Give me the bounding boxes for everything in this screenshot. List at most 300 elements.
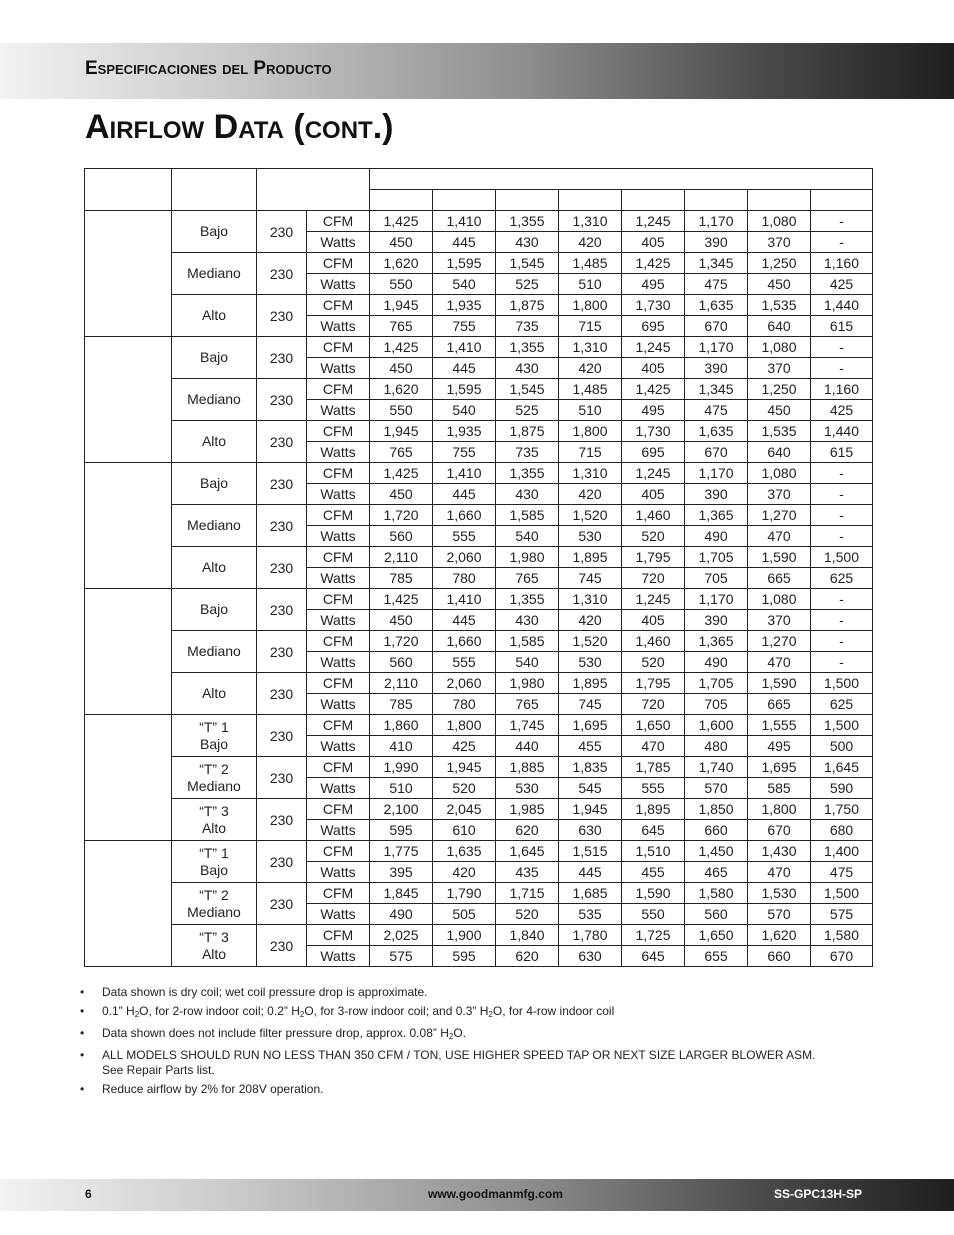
table-row xyxy=(85,673,873,694)
watts-value: 490 xyxy=(685,652,748,673)
watts-value: 590 xyxy=(811,778,873,799)
cfm-value: 1,410 xyxy=(433,211,496,232)
cfm-value: 1,535 xyxy=(748,421,811,442)
table-row xyxy=(85,505,873,526)
cfm-value: 1,705 xyxy=(685,673,748,694)
watts-value: 785 xyxy=(370,694,433,715)
notes-list xyxy=(80,985,880,1101)
watts-value: 705 xyxy=(685,568,748,589)
cfm-value: 1,460 xyxy=(622,505,685,526)
section-title: Especificaciones del Producto xyxy=(85,58,332,79)
watts-value: 595 xyxy=(370,820,433,841)
note-text: O, for 4-row indoor coil xyxy=(492,1004,615,1018)
unit-label: CFM xyxy=(307,757,370,778)
cfm-value: 1,270 xyxy=(748,631,811,652)
watts-value: 630 xyxy=(559,820,622,841)
footer-url: www.goodmanmfg.com xyxy=(428,1187,563,1201)
watts-value: 610 xyxy=(433,820,496,841)
page-title: Airflow Data (cont.) xyxy=(85,108,394,146)
cfm-value: 2,060 xyxy=(433,547,496,568)
watts-value: - xyxy=(811,484,873,505)
watts-value: 370 xyxy=(748,232,811,253)
watts-value: 420 xyxy=(559,610,622,631)
cfm-value: 1,365 xyxy=(685,505,748,526)
volts-cell: 230 xyxy=(257,547,307,589)
watts-value: 450 xyxy=(370,610,433,631)
speed-label: Bajo xyxy=(172,211,257,253)
unit-label: CFM xyxy=(307,337,370,358)
volts-cell: 230 xyxy=(257,841,307,883)
unit-label: Watts xyxy=(307,694,370,715)
cfm-value: 1,695 xyxy=(559,715,622,736)
cfm-value: 1,850 xyxy=(685,799,748,820)
cfm-value: 1,425 xyxy=(622,253,685,274)
cfm-value: 1,485 xyxy=(559,379,622,400)
note-text: Reduce airflow by 2% for 208V operation. xyxy=(102,1082,324,1096)
cfm-value: 1,780 xyxy=(559,925,622,946)
cfm-value: 1,440 xyxy=(811,421,873,442)
header-cell xyxy=(496,190,559,211)
cfm-value: 1,585 xyxy=(496,505,559,526)
speed-label: “T” 3 Alto xyxy=(172,925,257,967)
unit-label: CFM xyxy=(307,421,370,442)
header-cell xyxy=(811,190,873,211)
unit-label: Watts xyxy=(307,400,370,421)
cfm-value: 1,170 xyxy=(685,589,748,610)
volts-cell: 230 xyxy=(257,463,307,505)
airflow-table xyxy=(84,168,873,967)
speed-label: Bajo xyxy=(172,337,257,379)
volts-cell: 230 xyxy=(257,211,307,253)
cfm-value: 1,500 xyxy=(811,673,873,694)
bullet: • xyxy=(80,985,85,999)
watts-value: 585 xyxy=(748,778,811,799)
cfm-value: 1,660 xyxy=(433,505,496,526)
watts-value: 560 xyxy=(685,904,748,925)
speed-label: Mediano xyxy=(172,379,257,421)
header-cell xyxy=(685,190,748,211)
watts-value: 480 xyxy=(685,736,748,757)
cfm-value: 1,620 xyxy=(370,379,433,400)
cfm-value: 1,660 xyxy=(433,631,496,652)
cfm-value: 1,425 xyxy=(370,337,433,358)
cfm-value: 1,720 xyxy=(370,631,433,652)
watts-value: 670 xyxy=(685,442,748,463)
cfm-value: 1,080 xyxy=(748,337,811,358)
cfm-value: 2,045 xyxy=(433,799,496,820)
cfm-value: 1,840 xyxy=(496,925,559,946)
cfm-value: 1,945 xyxy=(370,295,433,316)
unit-label: Watts xyxy=(307,736,370,757)
table-header-row xyxy=(85,169,873,190)
unit-label: CFM xyxy=(307,589,370,610)
cfm-value: 1,425 xyxy=(370,211,433,232)
cfm-value: 1,080 xyxy=(748,211,811,232)
watts-value: 395 xyxy=(370,862,433,883)
cfm-value: 1,430 xyxy=(748,841,811,862)
cfm-value: 1,595 xyxy=(433,379,496,400)
watts-value: 550 xyxy=(370,400,433,421)
watts-value: 530 xyxy=(559,652,622,673)
note-text: 0.1” H xyxy=(102,1004,135,1018)
cfm-value: - xyxy=(811,337,873,358)
cfm-value: 1,590 xyxy=(622,883,685,904)
cfm-value: 1,545 xyxy=(496,253,559,274)
watts-value: 490 xyxy=(685,526,748,547)
watts-value: 550 xyxy=(370,274,433,295)
cfm-value: 1,355 xyxy=(496,337,559,358)
cfm-value: 1,900 xyxy=(433,925,496,946)
watts-value: 575 xyxy=(811,904,873,925)
cfm-value: 1,310 xyxy=(559,337,622,358)
cfm-value: 1,715 xyxy=(496,883,559,904)
watts-value: 545 xyxy=(559,778,622,799)
watts-value: - xyxy=(811,652,873,673)
watts-value: 475 xyxy=(685,274,748,295)
cfm-value: 1,795 xyxy=(622,547,685,568)
watts-value: 450 xyxy=(370,358,433,379)
note-subscript: 2 xyxy=(448,1032,454,1041)
unit-label: CFM xyxy=(307,211,370,232)
bullet: • xyxy=(80,1048,85,1062)
watts-value: 640 xyxy=(748,442,811,463)
watts-value: 670 xyxy=(685,316,748,337)
unit-label: CFM xyxy=(307,463,370,484)
cfm-value: 1,410 xyxy=(433,463,496,484)
watts-value: 695 xyxy=(622,316,685,337)
watts-value: 620 xyxy=(496,946,559,967)
watts-value: 615 xyxy=(811,442,873,463)
volts-cell: 230 xyxy=(257,379,307,421)
unit-label: Watts xyxy=(307,484,370,505)
unit-label: Watts xyxy=(307,862,370,883)
watts-value: 450 xyxy=(748,274,811,295)
watts-value: 625 xyxy=(811,694,873,715)
cfm-value: - xyxy=(811,505,873,526)
cfm-value: 1,895 xyxy=(622,799,685,820)
volts-cell: 230 xyxy=(257,631,307,673)
model-cell xyxy=(85,841,172,967)
cfm-value: 1,245 xyxy=(622,463,685,484)
cfm-value: 2,110 xyxy=(370,673,433,694)
cfm-value: 1,695 xyxy=(748,757,811,778)
watts-value: 540 xyxy=(433,274,496,295)
volts-cell: 230 xyxy=(257,757,307,799)
watts-value: 510 xyxy=(559,274,622,295)
cfm-value: - xyxy=(811,631,873,652)
watts-value: 495 xyxy=(748,736,811,757)
watts-value: 405 xyxy=(622,358,685,379)
cfm-value: 1,860 xyxy=(370,715,433,736)
watts-value: 755 xyxy=(433,442,496,463)
cfm-value: 1,800 xyxy=(559,421,622,442)
header-cell xyxy=(622,190,685,211)
watts-value: 665 xyxy=(748,568,811,589)
unit-label: CFM xyxy=(307,379,370,400)
speed-label: Mediano xyxy=(172,505,257,547)
volts-cell: 230 xyxy=(257,337,307,379)
volts-cell: 230 xyxy=(257,925,307,967)
note-text: ALL MODELS SHOULD RUN NO LESS THAN 350 CFM / TON, USE HIGHER SPEED TAP OR NEXT SIZE LARGER BLOWER ASM. xyxy=(102,1048,816,1062)
watts-value: 550 xyxy=(622,904,685,925)
table-row xyxy=(85,463,873,484)
watts-value: 530 xyxy=(496,778,559,799)
watts-value: 715 xyxy=(559,442,622,463)
cfm-value: 1,425 xyxy=(370,463,433,484)
cfm-value: 1,590 xyxy=(748,547,811,568)
watts-value: 735 xyxy=(496,316,559,337)
cfm-value: 1,170 xyxy=(685,463,748,484)
speed-label: “T” 1 Bajo xyxy=(172,841,257,883)
watts-value: 470 xyxy=(622,736,685,757)
watts-value: 625 xyxy=(811,568,873,589)
model-cell xyxy=(85,337,172,463)
cfm-value: 2,025 xyxy=(370,925,433,946)
note-item xyxy=(80,1026,880,1044)
watts-value: 370 xyxy=(748,358,811,379)
watts-value: 470 xyxy=(748,526,811,547)
cfm-value: 1,580 xyxy=(685,883,748,904)
cfm-value: 1,985 xyxy=(496,799,559,820)
watts-value: 495 xyxy=(622,400,685,421)
unit-label: CFM xyxy=(307,925,370,946)
watts-value: 410 xyxy=(370,736,433,757)
note-text: Data shown is dry coil; wet coil pressure drop is approximate. xyxy=(102,985,428,999)
unit-label: CFM xyxy=(307,295,370,316)
cfm-value: 1,800 xyxy=(559,295,622,316)
cfm-value: 1,980 xyxy=(496,547,559,568)
table-row xyxy=(85,631,873,652)
bullet: • xyxy=(80,1026,85,1040)
cfm-value: 2,060 xyxy=(433,673,496,694)
watts-value: 445 xyxy=(433,232,496,253)
cfm-value: 1,595 xyxy=(433,253,496,274)
cfm-value: 2,100 xyxy=(370,799,433,820)
watts-value: 670 xyxy=(811,946,873,967)
cfm-value: 1,730 xyxy=(622,295,685,316)
watts-value: 430 xyxy=(496,358,559,379)
unit-label: CFM xyxy=(307,547,370,568)
header-cell xyxy=(559,190,622,211)
cfm-value: 1,645 xyxy=(811,757,873,778)
watts-value: 425 xyxy=(811,274,873,295)
bullet: • xyxy=(80,1004,85,1018)
watts-value: 555 xyxy=(622,778,685,799)
watts-value: 765 xyxy=(370,316,433,337)
cfm-value: 1,310 xyxy=(559,589,622,610)
cfm-value: 1,885 xyxy=(496,757,559,778)
cfm-value: 1,945 xyxy=(433,757,496,778)
watts-value: 455 xyxy=(559,736,622,757)
cfm-value: 1,250 xyxy=(748,379,811,400)
table-row xyxy=(85,253,873,274)
cfm-value: 1,635 xyxy=(685,421,748,442)
watts-value: 525 xyxy=(496,400,559,421)
watts-value: 535 xyxy=(559,904,622,925)
cfm-value: 1,410 xyxy=(433,589,496,610)
watts-value: 645 xyxy=(622,946,685,967)
unit-label: Watts xyxy=(307,442,370,463)
watts-value: 745 xyxy=(559,568,622,589)
unit-label: Watts xyxy=(307,274,370,295)
watts-value: 475 xyxy=(685,400,748,421)
watts-value: 475 xyxy=(811,862,873,883)
cfm-value: 1,250 xyxy=(748,253,811,274)
speed-label: “T” 2 Mediano xyxy=(172,757,257,799)
table-row xyxy=(85,295,873,316)
watts-value: 655 xyxy=(685,946,748,967)
cfm-value: 1,510 xyxy=(622,841,685,862)
watts-value: 420 xyxy=(559,232,622,253)
cfm-value: 1,635 xyxy=(433,841,496,862)
watts-value: 445 xyxy=(433,484,496,505)
watts-value: 715 xyxy=(559,316,622,337)
volts-cell: 230 xyxy=(257,715,307,757)
watts-value: 765 xyxy=(370,442,433,463)
watts-value: 450 xyxy=(370,484,433,505)
cfm-value: 1,650 xyxy=(622,715,685,736)
note-text: O. xyxy=(453,1026,466,1040)
unit-label: Watts xyxy=(307,778,370,799)
table-row xyxy=(85,379,873,400)
watts-value: 530 xyxy=(559,526,622,547)
cfm-value: 1,895 xyxy=(559,673,622,694)
cfm-value: 1,500 xyxy=(811,715,873,736)
watts-value: 670 xyxy=(748,820,811,841)
watts-value: 500 xyxy=(811,736,873,757)
speed-label: Bajo xyxy=(172,589,257,631)
cfm-value: 1,935 xyxy=(433,421,496,442)
footer-page-number: 6 xyxy=(85,1187,92,1201)
volts-cell: 230 xyxy=(257,883,307,925)
volts-cell: 230 xyxy=(257,589,307,631)
speed-label: “T” 1 Bajo xyxy=(172,715,257,757)
table-row xyxy=(85,883,873,904)
watts-value: 470 xyxy=(748,652,811,673)
watts-value: 445 xyxy=(433,610,496,631)
unit-label: CFM xyxy=(307,505,370,526)
cfm-value: 1,365 xyxy=(685,631,748,652)
watts-value: 420 xyxy=(559,484,622,505)
cfm-value: 1,080 xyxy=(748,589,811,610)
header-cell xyxy=(433,190,496,211)
note-subscript: 2 xyxy=(299,1010,305,1019)
cfm-value: 1,400 xyxy=(811,841,873,862)
watts-value: 755 xyxy=(433,316,496,337)
unit-label: Watts xyxy=(307,946,370,967)
watts-value: 720 xyxy=(622,568,685,589)
watts-value: 620 xyxy=(496,820,559,841)
watts-value: 520 xyxy=(496,904,559,925)
watts-value: 780 xyxy=(433,568,496,589)
watts-value: 525 xyxy=(496,274,559,295)
airflow-table-body xyxy=(85,169,873,967)
watts-value: 510 xyxy=(370,778,433,799)
cfm-value: 1,310 xyxy=(559,463,622,484)
cfm-value: 1,555 xyxy=(748,715,811,736)
cfm-value: 1,080 xyxy=(748,463,811,484)
table-row xyxy=(85,715,873,736)
watts-value: 570 xyxy=(748,904,811,925)
header-cell xyxy=(85,169,172,211)
note-item xyxy=(80,985,880,1000)
watts-value: - xyxy=(811,526,873,547)
unit-label: CFM xyxy=(307,883,370,904)
cfm-value: 1,750 xyxy=(811,799,873,820)
cfm-value: - xyxy=(811,211,873,232)
cfm-value: 1,800 xyxy=(748,799,811,820)
watts-value: 555 xyxy=(433,526,496,547)
cfm-value: 1,545 xyxy=(496,379,559,400)
cfm-value: 1,245 xyxy=(622,589,685,610)
header-cell xyxy=(370,169,873,190)
cfm-value: 1,500 xyxy=(811,547,873,568)
cfm-value: 1,835 xyxy=(559,757,622,778)
watts-value: 390 xyxy=(685,610,748,631)
cfm-value: 1,310 xyxy=(559,211,622,232)
cfm-value: 1,650 xyxy=(685,925,748,946)
watts-value: 505 xyxy=(433,904,496,925)
watts-value: 425 xyxy=(433,736,496,757)
cfm-value: 1,500 xyxy=(811,883,873,904)
volts-cell: 230 xyxy=(257,421,307,463)
cfm-value: 1,980 xyxy=(496,673,559,694)
speed-label: “T” 3 Alto xyxy=(172,799,257,841)
watts-value: 735 xyxy=(496,442,559,463)
cfm-value: 1,600 xyxy=(685,715,748,736)
unit-label: CFM xyxy=(307,841,370,862)
cfm-value: 1,895 xyxy=(559,547,622,568)
watts-value: 430 xyxy=(496,484,559,505)
model-cell xyxy=(85,589,172,715)
watts-value: 450 xyxy=(370,232,433,253)
cfm-value: 1,580 xyxy=(811,925,873,946)
watts-value: 570 xyxy=(685,778,748,799)
note-text: Data shown does not include filter pressure drop, approx. 0.08” H xyxy=(102,1026,449,1040)
table-row xyxy=(85,589,873,610)
cfm-value: 1,875 xyxy=(496,295,559,316)
header-cell xyxy=(370,190,433,211)
cfm-value: 1,775 xyxy=(370,841,433,862)
cfm-value: 1,450 xyxy=(685,841,748,862)
watts-value: - xyxy=(811,232,873,253)
cfm-value: 1,535 xyxy=(748,295,811,316)
cfm-value: 1,725 xyxy=(622,925,685,946)
cfm-value: 1,160 xyxy=(811,379,873,400)
table-row xyxy=(85,337,873,358)
cfm-value: 1,685 xyxy=(559,883,622,904)
cfm-value: 1,945 xyxy=(559,799,622,820)
cfm-value: - xyxy=(811,589,873,610)
watts-value: 520 xyxy=(433,778,496,799)
speed-label: “T” 2 Mediano xyxy=(172,883,257,925)
watts-value: 445 xyxy=(559,862,622,883)
note-text: O, for 2-row indoor coil; 0.2” H xyxy=(139,1004,300,1018)
cfm-value: 1,355 xyxy=(496,463,559,484)
cfm-value: 1,245 xyxy=(622,211,685,232)
table-row xyxy=(85,799,873,820)
watts-value: 405 xyxy=(622,484,685,505)
cfm-value: - xyxy=(811,463,873,484)
header-cell xyxy=(172,169,257,211)
unit-label: Watts xyxy=(307,652,370,673)
note-text: O, for 3-row indoor coil; and 0.3” H xyxy=(304,1004,489,1018)
cfm-value: 1,740 xyxy=(685,757,748,778)
table-row xyxy=(85,925,873,946)
watts-value: 520 xyxy=(622,526,685,547)
unit-label: CFM xyxy=(307,253,370,274)
cfm-value: 1,355 xyxy=(496,211,559,232)
